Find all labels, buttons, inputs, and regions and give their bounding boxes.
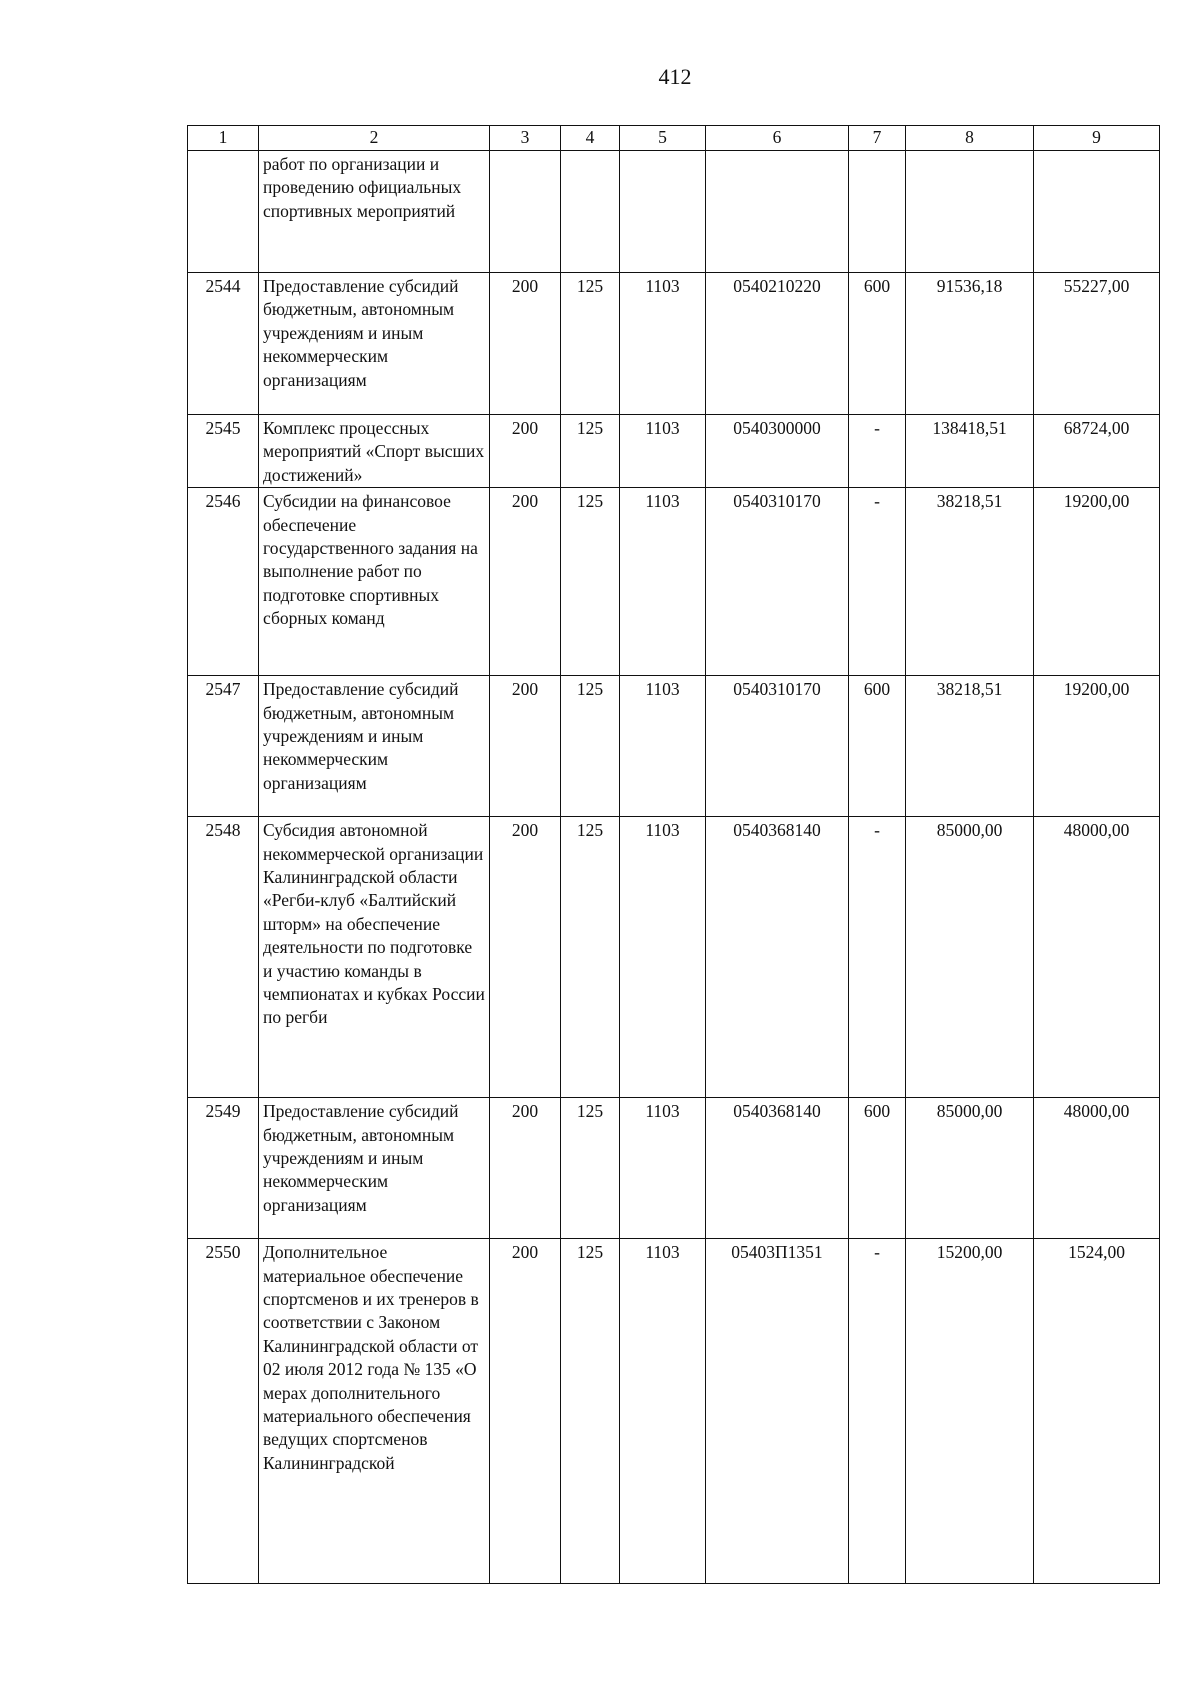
budget-table — [187, 125, 1160, 1584]
cell-c4: 125 — [561, 1239, 620, 1584]
cell-c9: 1524,00 — [1034, 1239, 1160, 1584]
cell-c6: 0540368140 — [706, 1098, 849, 1239]
cell-c6: 0540310170 — [706, 488, 849, 676]
row-number: 2548 — [188, 817, 259, 1098]
row-number: 2547 — [188, 676, 259, 817]
cell-c7: - — [849, 488, 906, 676]
cell-c7: 600 — [849, 1098, 906, 1239]
cell-c6: 0540300000 — [706, 415, 849, 488]
cell-c9: 55227,00 — [1034, 273, 1160, 415]
table-row — [188, 1098, 1160, 1239]
cell-c5: 1103 — [620, 676, 706, 817]
row-name: Субсидии на финансовое обеспечение государственного задания на выполнение работ по подготовке спортивных сборных команд — [259, 488, 490, 676]
row-number — [188, 151, 259, 273]
table-row — [188, 676, 1160, 817]
cell-c3: 200 — [490, 488, 561, 676]
cell-c8: 38218,51 — [906, 676, 1034, 817]
row-name: Предоставление субсидий бюджетным, автономным учреждениям и иным некоммерческим организациям — [259, 676, 490, 817]
cell-c4: 125 — [561, 1098, 620, 1239]
cell-c5: 1103 — [620, 488, 706, 676]
cell-c3: 200 — [490, 676, 561, 817]
column-header: 8 — [906, 126, 1034, 151]
cell-c8: 15200,00 — [906, 1239, 1034, 1584]
row-number: 2544 — [188, 273, 259, 415]
cell-c5: 1103 — [620, 415, 706, 488]
cell-c9: 19200,00 — [1034, 676, 1160, 817]
cell-c4: 125 — [561, 817, 620, 1098]
row-number: 2545 — [188, 415, 259, 488]
table-row — [188, 488, 1160, 676]
column-header: 7 — [849, 126, 906, 151]
cell-c8: 138418,51 — [906, 415, 1034, 488]
column-header: 1 — [188, 126, 259, 151]
column-header: 5 — [620, 126, 706, 151]
cell-c7: - — [849, 817, 906, 1098]
row-name: Дополнительное материальное обеспечение спортсменов и их тренеров в соответствии с Законом Калининградской области от 02 июля 2012 года № 135 «О мерах дополнительного материального обеспечения ведущих спортсменов Калининградской — [259, 1239, 490, 1584]
column-header: 9 — [1034, 126, 1160, 151]
cell-c5 — [620, 151, 706, 273]
cell-c7: - — [849, 415, 906, 488]
cell-c3: 200 — [490, 1098, 561, 1239]
cell-c6 — [706, 151, 849, 273]
cell-c4: 125 — [561, 488, 620, 676]
row-name: Комплекс процессных мероприятий «Спорт высших достижений» — [259, 415, 490, 488]
cell-c7 — [849, 151, 906, 273]
table-row — [188, 273, 1160, 415]
row-name: Субсидия автономной некоммерческой организации Калининградской области «Регби-клуб «Балтийский шторм» на обеспечение деятельности по подготовке и участию команды в чемпионатах и кубках России по регби — [259, 817, 490, 1098]
row-name: Предоставление субсидий бюджетным, автономным учреждениям и иным некоммерческим организациям — [259, 1098, 490, 1239]
cell-c8: 85000,00 — [906, 1098, 1034, 1239]
cell-c4 — [561, 151, 620, 273]
cell-c6: 05403П1351 — [706, 1239, 849, 1584]
cell-c9 — [1034, 151, 1160, 273]
cell-c7: - — [849, 1239, 906, 1584]
cell-c8: 91536,18 — [906, 273, 1034, 415]
cell-c8: 85000,00 — [906, 817, 1034, 1098]
cell-c7: 600 — [849, 273, 906, 415]
row-number: 2549 — [188, 1098, 259, 1239]
cell-c3: 200 — [490, 1239, 561, 1584]
row-number: 2546 — [188, 488, 259, 676]
header-row — [188, 126, 1160, 151]
cell-c9: 68724,00 — [1034, 415, 1160, 488]
row-name: работ по организации и проведению официальных спортивных мероприятий — [259, 151, 490, 273]
cell-c6: 0540368140 — [706, 817, 849, 1098]
column-header: 2 — [259, 126, 490, 151]
cell-c5: 1103 — [620, 273, 706, 415]
cell-c4: 125 — [561, 415, 620, 488]
table-row — [188, 415, 1160, 488]
cell-c8 — [906, 151, 1034, 273]
column-header: 3 — [490, 126, 561, 151]
table-row — [188, 1239, 1160, 1584]
cell-c7: 600 — [849, 676, 906, 817]
table-row — [188, 151, 1160, 273]
cell-c3 — [490, 151, 561, 273]
cell-c4: 125 — [561, 273, 620, 415]
cell-c9: 48000,00 — [1034, 817, 1160, 1098]
cell-c6: 0540210220 — [706, 273, 849, 415]
cell-c3: 200 — [490, 273, 561, 415]
page-number: 412 — [658, 64, 692, 89]
cell-c3: 200 — [490, 415, 561, 488]
column-header: 4 — [561, 126, 620, 151]
cell-c6: 0540310170 — [706, 676, 849, 817]
row-number: 2550 — [188, 1239, 259, 1584]
cell-c5: 1103 — [620, 1098, 706, 1239]
cell-c9: 19200,00 — [1034, 488, 1160, 676]
cell-c9: 48000,00 — [1034, 1098, 1160, 1239]
cell-c5: 1103 — [620, 817, 706, 1098]
table-row — [188, 817, 1160, 1098]
row-name: Предоставление субсидий бюджетным, автономным учреждениям и иным некоммерческим организациям — [259, 273, 490, 415]
cell-c3: 200 — [490, 817, 561, 1098]
cell-c4: 125 — [561, 676, 620, 817]
column-header: 6 — [706, 126, 849, 151]
cell-c5: 1103 — [620, 1239, 706, 1584]
cell-c8: 38218,51 — [906, 488, 1034, 676]
